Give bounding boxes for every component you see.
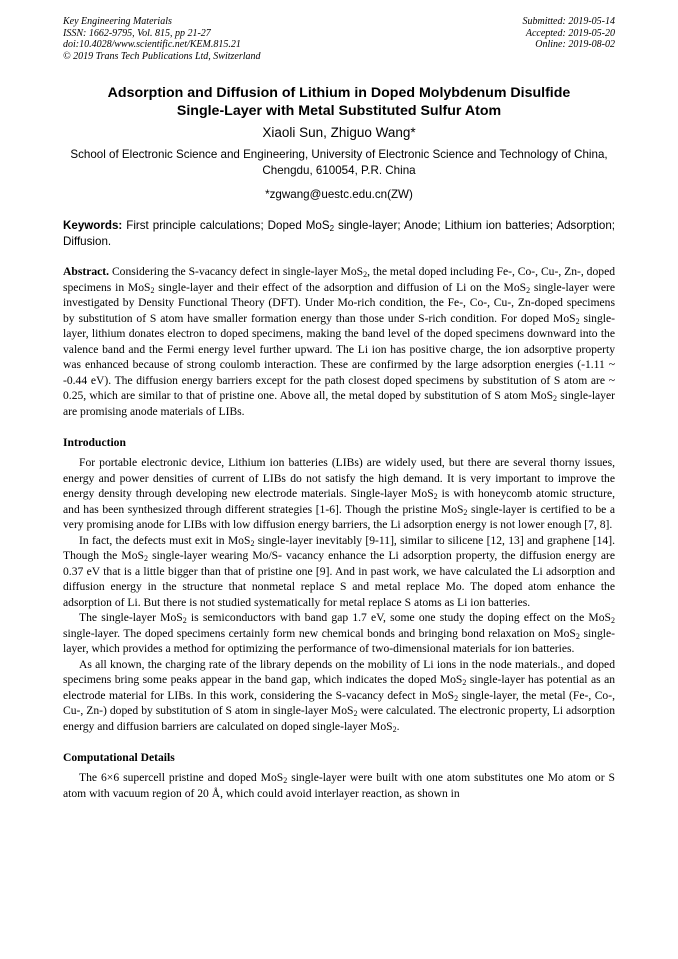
online-date: Online: 2019-08-02 bbox=[535, 39, 615, 50]
title-line-1: Adsorption and Diffusion of Lithium in Doped Molybdenum Disulfide bbox=[107, 85, 571, 101]
abstract-label: Abstract. bbox=[63, 265, 110, 278]
paper-title bbox=[63, 84, 615, 120]
keywords-label: Keywords: bbox=[63, 219, 123, 232]
accepted-date: Accepted: 2019-05-20 bbox=[525, 27, 615, 39]
authors: Xiaoli Sun, Zhiguo Wang* bbox=[262, 125, 416, 140]
corresponding-email: *zgwang@uestc.edu.cn(ZW) bbox=[265, 188, 413, 201]
abstract: Abstract. Considering the S-vacancy defect in single-layer MoS$_2$, the metal doped including Fe-, Co-, Cu-, Zn-, doped specimens in MoS$_2$ single-layer and their effect of the adsorption and diffusion of Li on the MoS$_2$ single-layer were investigated by Density Functional Theory (DFT). Under Mo-rich condition, the Fe-, Co-, Cu-, Zn-doped specimens by substitution of S atom have smaller formation energy than those under S-rich condition. For doped MoS$_2$ single-layer, lithium donates electron to doped specimens, making the band level of the doped specimens downward into the valence band and the Fermi energy level further upward. The Li ion has positive charge, the ion adsorptive property was enhanced because of strong coulomb interaction. These are confirmed by the large adsorption energies (-1.11 ~ -0.44 eV). The diffusion energy barriers except for the path closest doped specimens by substitution of S atom are ~ 0.25, which are similar to that of pristine one. Above all, the metal doped by substitution of S atom MoS$_2$ single-layer are promising anode materials of LIBs. bbox=[63, 265, 616, 418]
submitted-date: Submitted: 2019-05-14 bbox=[522, 16, 615, 27]
comp-paragraph-1: The 6×6 supercell pristine and doped MoS$_2$ single-layer were built with one atom substitutes one Mo atom or S atom with vacuum region of 20 Å, which could avoid interlayer reaction, as shown in bbox=[63, 771, 615, 800]
journal-info bbox=[63, 16, 261, 62]
keywords: Keywords: First principle calculations; Doped MoS$_2$ single-layer; Anode; Lithium ion batteries; Adsorption; Diffusion. bbox=[63, 219, 616, 248]
affiliation: School of Electronic Science and Engineering, University of Electronic Science and Technology of China, Chengdu, 610054, P.R. China bbox=[70, 148, 608, 177]
journal-issn: ISSN: 1662-9795, Vol. 815, pp 21-27 bbox=[63, 27, 211, 39]
journal-name: Key Engineering Materials bbox=[63, 16, 172, 27]
submission-dates bbox=[523, 16, 616, 62]
intro-paragraph-1: For portable electronic device, Lithium ion batteries (LIBs) are widely used, but there are several thorny issues, energy and power densities of current of LIBs do not satisfy the high demand. It is very important to improve the energy density through developing new electrode materials. Single-layer MoS$_2$ is with honeycomb atomic structure, and has been synthesized through different strategies [1-6]. Though the pristine MoS$_2$ single-layer is certified to be a very promising anode for LIBs with low diffusion energy barriers, the Li adsorption energy is not lower enough [7, 8]. bbox=[63, 456, 616, 531]
journal-header bbox=[63, 16, 615, 62]
intro-paragraph-2: In fact, the defects must exit in MoS$_2$ single-layer inevitably [9-11], similar to silicene [12, 13] and graphene [14]. Though the MoS$_2$ single-layer wearing Mo/S- vacancy enhance the Li adsorption property, the diffusion energy are 0.37 eV that is a little bigger than that of pristine one [9]. And in past work, we have calculated the Li adsorption and diffusion energy in the structure that nonmetal replace S and metal replace Mo. The doped atom enhance the adsorption of Li. But there is not studied systematically for metal replace S atoms as Li ion batteries. bbox=[63, 533, 615, 609]
computational-details-heading: Computational Details bbox=[63, 751, 175, 764]
title-line-2: Single-Layer with Metal Substituted Sulfur Atom bbox=[176, 103, 502, 119]
introduction-heading: Introduction bbox=[63, 436, 126, 449]
intro-paragraph-4: As all known, the charging rate of the library depends on the mobility of Li ions in the node materials., and doped specimens bring some peaks appear in the band gap, which indicates the doped MoS$_2$ single-layer has potential as an electrode material for LIBs. In this work, considering the S-vacancy defect in MoS$_2$ single-layer, the metal (Fe-, Co-, Cu-, Zn-) doped by substitution of S atom in single-layer MoS$_2$ were calculated. The electronic property, Li adsorption energy and diffusion barriers are calculated on doped single-layer MoS$_2$. bbox=[63, 657, 616, 734]
journal-doi: doi:10.4028/www.scientific.net/KEM.815.21 bbox=[63, 39, 241, 50]
journal-copyright: © 2019 Trans Tech Publications Ltd, Switzerland bbox=[63, 50, 261, 62]
intro-paragraph-3: The single-layer MoS$_2$ is semiconductors with band gap 1.7 eV, some one study the doping effect on the MoS$_2$ single-layer. The doped specimens certainly form new chemical bonds and bringing bond relaxation on MoS$_2$ single-layer, which provides a method for optimizing the performance of two-dimensional materials for ion batteries. bbox=[63, 611, 616, 655]
